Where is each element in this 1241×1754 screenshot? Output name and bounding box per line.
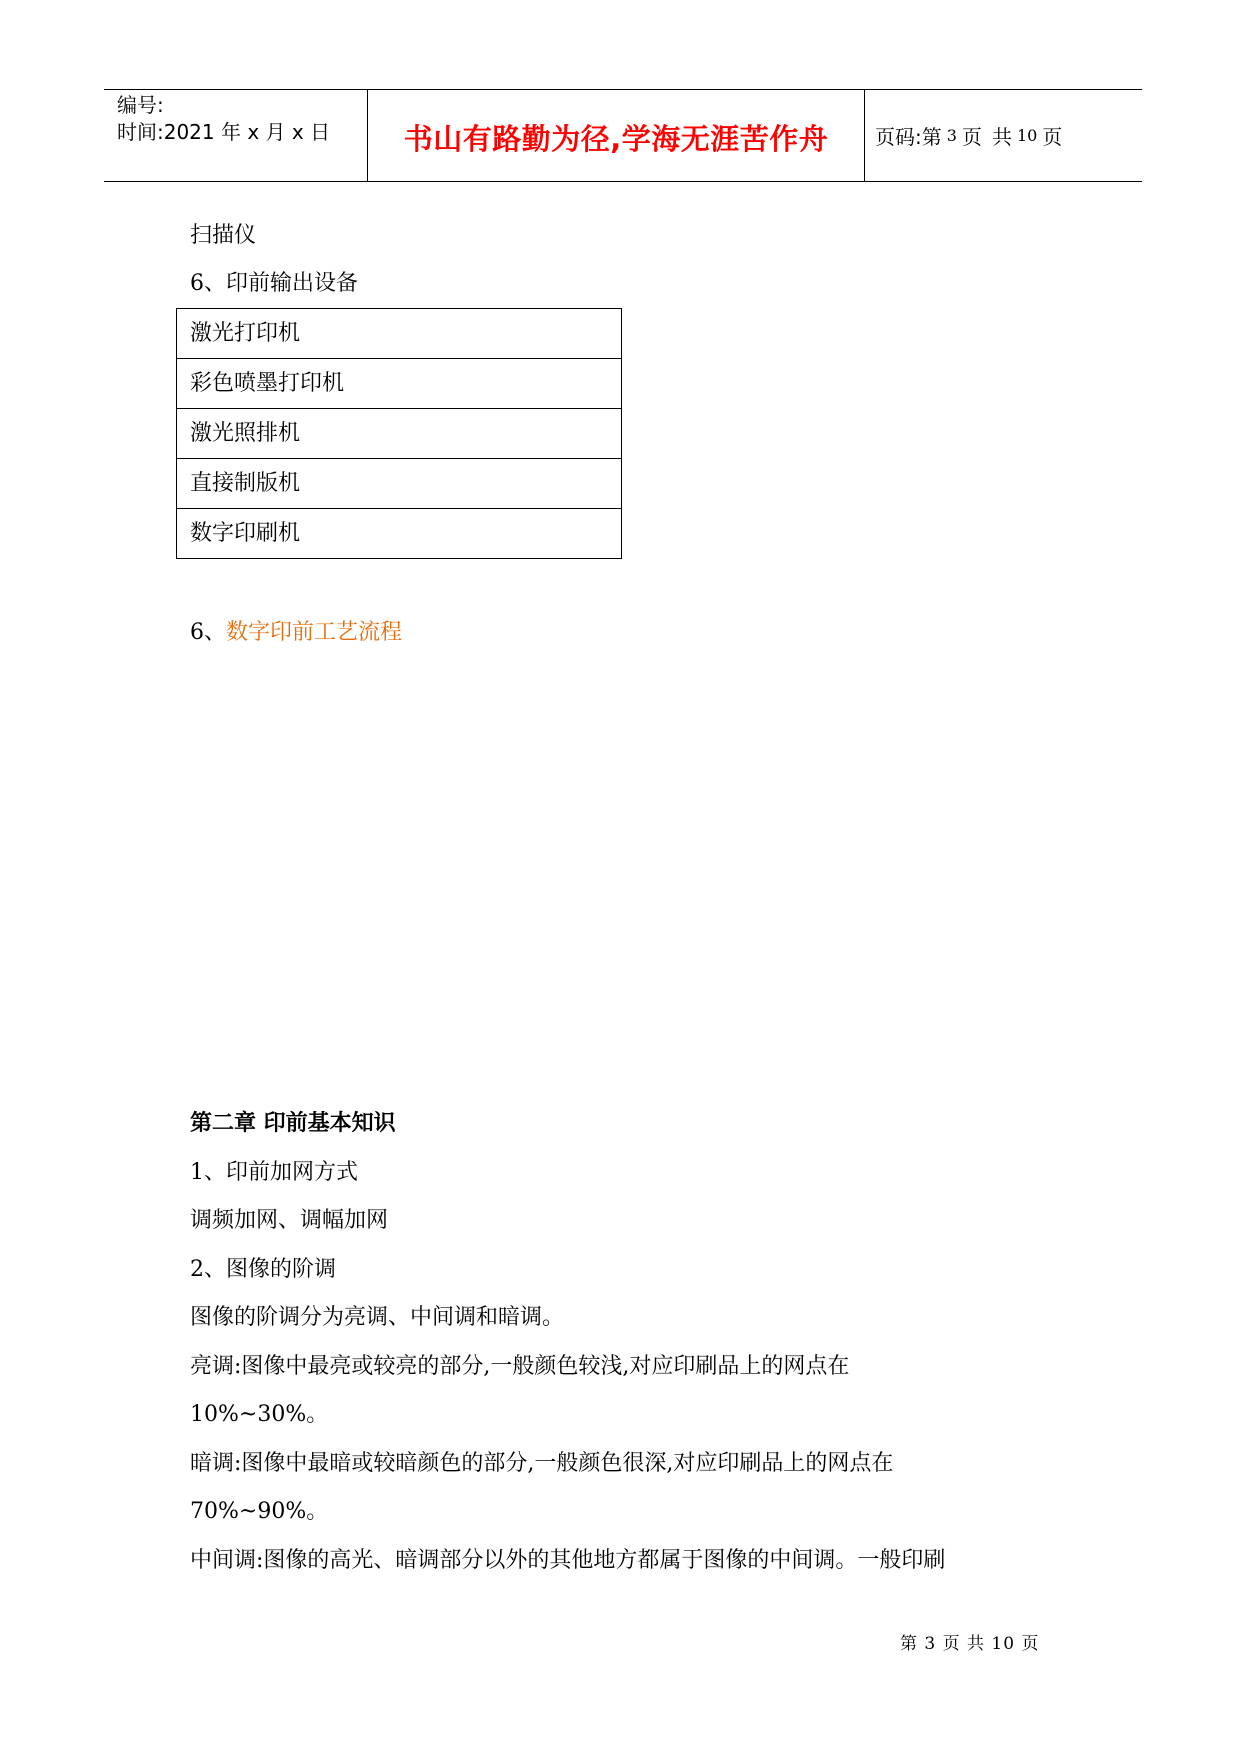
screening-heading: 1、印前加网方式 [190, 1160, 358, 1185]
tone-heading: 2、图像的阶调 [190, 1257, 336, 1282]
shadow-line-1: 暗调:图像中最暗或较暗颜色的部分,一般颜色很深,对应印刷品上的网点在 [190, 1451, 894, 1476]
device-cell: 数字印刷机 [177, 509, 622, 559]
header-meta-cell [104, 90, 368, 181]
header-motto-cell [368, 90, 865, 181]
page-footer: 第 3 页 共 10 页 [900, 1634, 1040, 1654]
highlight-line-2: 10%~30%。 [190, 1402, 329, 1427]
device-cell: 激光打印机 [177, 309, 622, 359]
scanner-text: 扫描仪 [190, 223, 257, 248]
screening-text: 调频加网、调幅加网 [190, 1208, 389, 1233]
number-label: 编号: [117, 93, 164, 117]
devices-table [176, 308, 622, 559]
shadow-line-2: 70%~90%。 [190, 1499, 329, 1524]
table-row [177, 459, 622, 509]
device-cell: 彩色喷墨打印机 [177, 359, 622, 409]
page-header [104, 89, 1142, 182]
page-label: 页码:第 [875, 125, 942, 149]
tone-intro: 图像的阶调分为亮调、中间调和暗调。 [190, 1305, 565, 1330]
chapter-title: 第二章 印前基本知识 [190, 1111, 396, 1136]
device-cell: 直接制版机 [177, 459, 622, 509]
table-row [177, 359, 622, 409]
header-page-cell [865, 90, 1142, 181]
page-total-word: 页 [1042, 125, 1063, 149]
motto-text: 书山有路勤为径,学海无涯苦作舟 [403, 122, 829, 156]
workflow-heading [190, 622, 402, 644]
output-heading: 6、印前输出设备 [190, 271, 358, 296]
page-word: 页 [961, 125, 982, 149]
midtone-line-1: 中间调:图像的高光、暗调部分以外的其他地方都属于图像的中间调。一般印刷 [190, 1548, 946, 1573]
page-total-label: 共 [991, 125, 1012, 149]
table-row [177, 509, 622, 559]
table-row [177, 409, 622, 459]
workflow-title: 数字印前工艺流程 [226, 620, 403, 645]
page-current: 3 [946, 126, 957, 145]
device-cell: 激光照排机 [177, 409, 622, 459]
highlight-line-1: 亮调:图像中最亮或较亮的部分,一般颜色较浅,对应印刷品上的网点在 [190, 1354, 850, 1379]
table-row [177, 309, 622, 359]
workflow-number: 6、 [190, 620, 226, 645]
page-total: 10 [1016, 126, 1038, 145]
time-label: 时间:2021 年 x 月 x 日 [117, 120, 331, 144]
